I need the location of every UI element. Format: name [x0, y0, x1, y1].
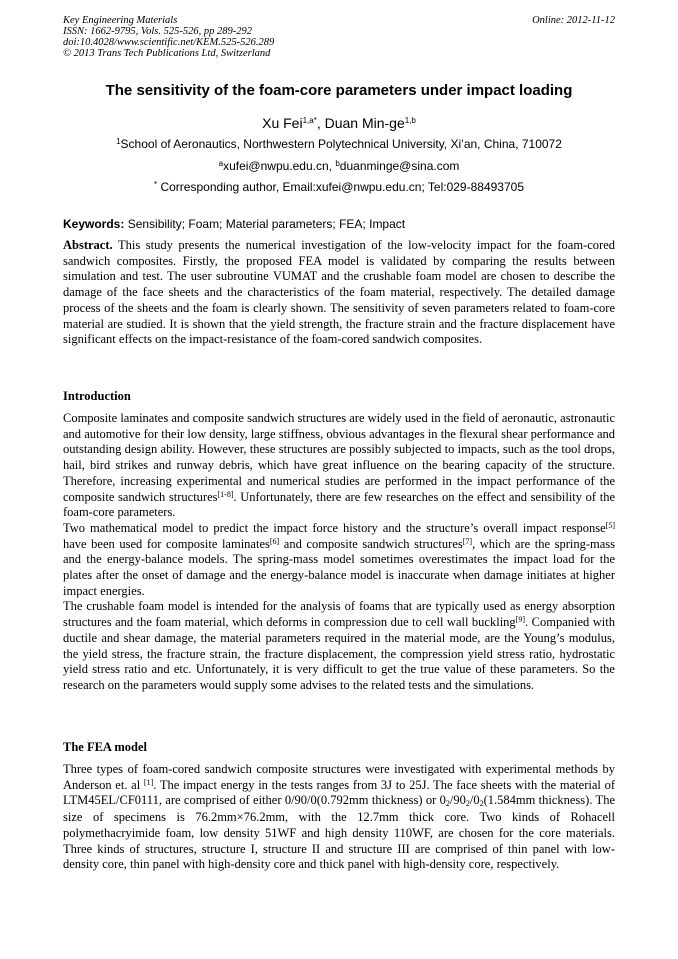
- intro-p3-text-b: . Companied with ductile and shear damage, the material parameters required in the material mode, are the Young’s modulus, the yield stress, the fracture strain, the fracture displacement, the compression yield stress ratio, hydrostatic yield stress ratio and etc. Unfortunately, it is very difficult to get the true value of these parameters. So the research on the parameters would supply some advises to the related tests and the simulations.: [63, 615, 615, 692]
- corresponding-mark: *: [154, 180, 158, 189]
- fea-text-d: /0: [469, 793, 480, 808]
- author-line: [30, 114, 648, 132]
- fea-subscript-2: 2: [465, 799, 470, 809]
- fea-subscript-3: 2: [479, 799, 484, 809]
- email-line: [30, 158, 648, 174]
- fea-model-body: [63, 762, 615, 873]
- fea-text-e: (1.584mm thickness). The size of specimens is 76.2mm×76.2mm, with the 12.7mm thick core. Two kinds of Rohacell polymethacryimide foam, low density 51WF and high density 110WF, are chosen for the core materials. Three kinds of structures, structure I, structure II and structure III are comprised of thin panel with low-density core, thin panel with high-density core and thick panel with high-density core, respectively.: [63, 793, 615, 872]
- keywords-text: Sensibility; Foam; Material parameters; FEA; Impact: [124, 217, 406, 231]
- intro-p2-text-d: , which are the spring-mass and the energy-balance models. The spring-mass model sometimes overestimates the impact load for the plates after the onset of damage and the energy-balance model is inaccurate when damage initiates at higher impact energies.: [63, 536, 615, 598]
- fea-text-c: /90: [449, 793, 466, 808]
- email-a-mark: a: [218, 159, 224, 168]
- keywords-line: [63, 216, 615, 232]
- copyright-line: © 2013 Trans Tech Publications Ltd, Switzerland: [63, 48, 271, 59]
- fea-subscript-1: 2: [445, 799, 450, 809]
- abstract-paragraph: [63, 238, 615, 348]
- citation-5[interactable]: [5]: [605, 520, 615, 530]
- intro-paragraph-2: [63, 521, 615, 600]
- intro-p1-text-b: . Unfortunately, there are few researches on the effect and sensibility of the foam-core parameters.: [63, 489, 615, 520]
- intro-p2-text-b: have been used for composite laminates: [63, 536, 270, 551]
- citation-1[interactable]: [1]: [143, 777, 154, 787]
- author-1-name: Xu Fei: [262, 115, 303, 131]
- email-b[interactable]: duanminge@sina.com: [339, 159, 460, 173]
- intro-p2-text-c: and composite sandwich structures: [279, 536, 463, 551]
- online-date: Online: 2012-11-12: [532, 15, 615, 26]
- citation-1-8[interactable]: [1-8]: [217, 489, 234, 499]
- abstract-text: This study presents the numerical investigation of the low-velocity impact for the foam-cored sandwich composites. Firstly, the proposed FEA model is validated by comparing the results between simulation and test. The user subroutine VUMAT and the crushable foam model are chosen to describe the damage of the face sheets and the characteristics of the foam material, respectively. The detailed damage process of the sheets and the foam is clearly shown. The sensitivity of seven parameters related to foam-core material are studied. It is shown that the yield strength, the fracture strain and the fracture displacement have significant effects on the impact-resistance of the foam-cored sandwich composites.: [63, 238, 615, 347]
- citation-9[interactable]: [9]: [515, 615, 526, 625]
- email-b-mark: b: [335, 159, 340, 168]
- journal-name: Key Engineering Materials: [63, 15, 178, 26]
- intro-paragraph-3: [63, 599, 615, 693]
- author-2-affil-mark: 1,b: [404, 116, 416, 125]
- citation-7[interactable]: [7]: [462, 536, 473, 546]
- author-2-name: Duan Min-ge: [324, 115, 405, 131]
- affiliation-text: School of Aeronautics, Northwestern Polytechnical University, Xi’an, China, 710072: [120, 137, 562, 151]
- intro-paragraph-1: [63, 411, 615, 521]
- fea-model-heading: The FEA model: [63, 740, 148, 754]
- citation-6[interactable]: [6]: [269, 536, 280, 546]
- affiliation-mark: 1: [116, 137, 121, 146]
- author-separator: ,: [316, 115, 325, 131]
- keywords-label: Keywords:: [63, 217, 125, 231]
- introduction-heading: Introduction: [63, 389, 131, 403]
- paper-title: The sensitivity of the foam-core parameters under impact loading: [105, 82, 573, 99]
- email-separator: ,: [328, 159, 336, 173]
- corresponding-text: Corresponding author, Email:xufei@nwpu.edu.cn; Tel:029-88493705: [157, 180, 524, 194]
- fea-text-b: . The impact energy in the tests ranges from 3J to 25J. The face sheets with the material of LTM45EL/CF0111, are comprised of either 0/90/0(0.792mm thickness) or 0: [63, 777, 615, 808]
- journal-header: [63, 15, 615, 59]
- issn-line: ISSN: 1662-9795, Vols. 525-526, pp 289-292: [63, 26, 252, 37]
- introduction-body: [63, 411, 615, 694]
- affiliation-line: [30, 136, 648, 152]
- intro-p1-text-a: Composite laminates and composite sandwich structures are widely used in the field of aeronautic, astronautic and automotive for their low density, large stiffness, obvious advantages in the flexural shear performance and outstanding design ability. However, these structures are possibly subjected to impacts, such as the tool drops, hail, bird strikes and runway debris, which have great influence on the bearing capacity of the structure. Therefore, increasing experimental and numerical studies are performed in the impact performance of the composite sandwich structures: [63, 411, 615, 504]
- doi-line: doi:10.4028/www.scientific.net/KEM.525-526.289: [63, 37, 275, 48]
- abstract-label: Abstract.: [63, 238, 113, 252]
- email-a[interactable]: xufei@nwpu.edu.cn: [223, 159, 329, 173]
- author-1-affil-mark: 1,a*: [302, 116, 317, 125]
- fea-text-a: Three types of foam-cored sandwich composite structures were investigated with experimental methods by Anderson et. al: [63, 762, 615, 792]
- intro-p3-text-a: The crushable foam model is intended for the analysis of foams that are typically used as energy absorption structures and the foam material, which deforms in compression due to cell wall buckling: [63, 599, 615, 630]
- intro-p2-text-a: Two mathematical model to predict the impact force history and the structure’s overall impact response: [63, 520, 606, 535]
- corresponding-author-line: [30, 179, 648, 195]
